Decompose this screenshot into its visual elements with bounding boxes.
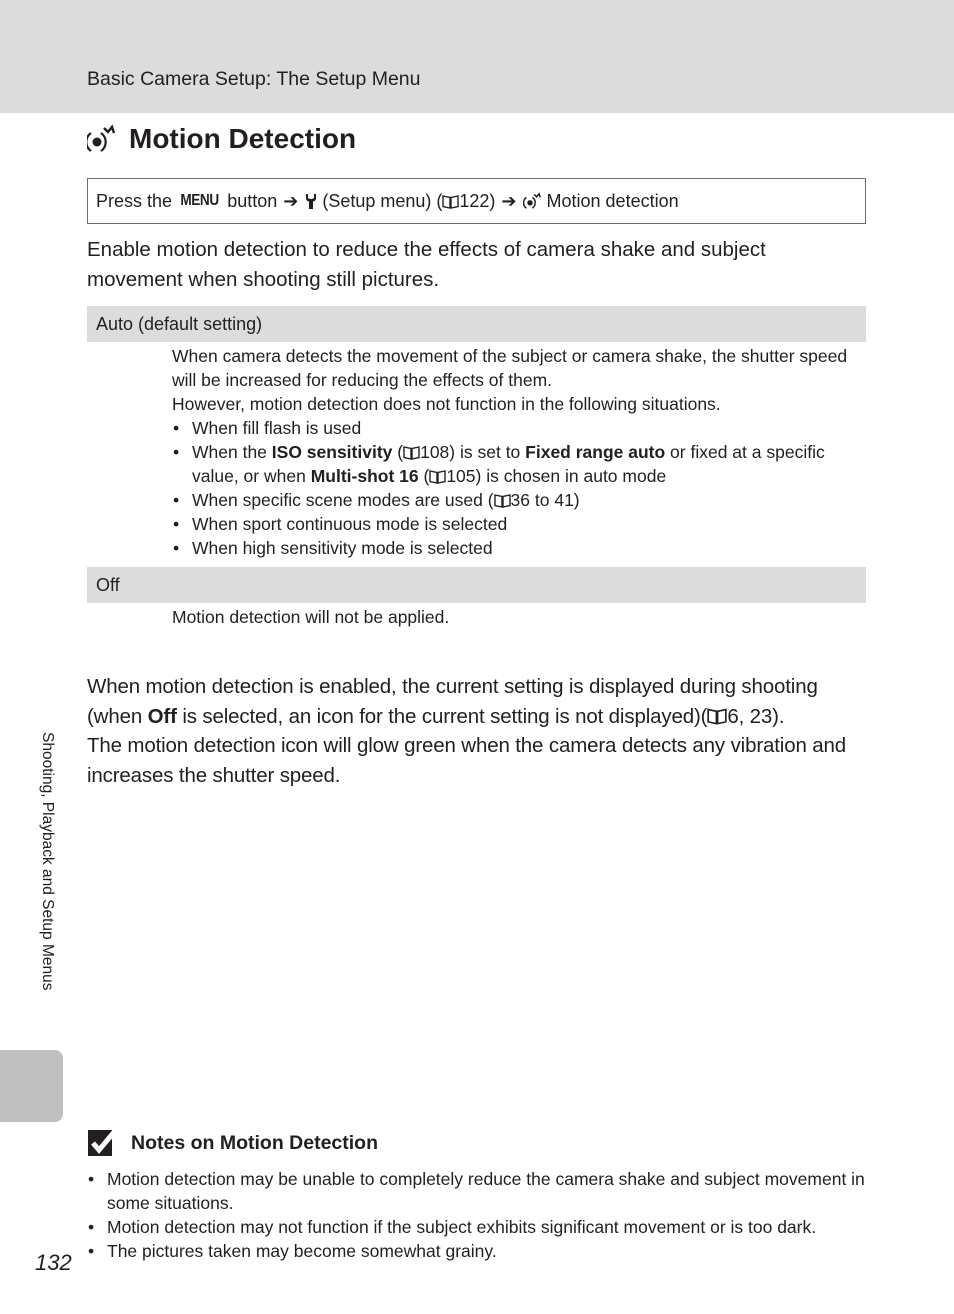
- bullet-text: When sport continuous mode is selected: [192, 514, 508, 534]
- chapter-tab: [0, 1050, 63, 1122]
- checkmark-note-icon: [87, 1128, 117, 1158]
- bullet-text: 105) is chosen in auto mode: [446, 466, 667, 486]
- page-reference-icon: [707, 707, 727, 725]
- list-item: [172, 536, 862, 560]
- bullet-text: (: [418, 466, 430, 486]
- motion-detection-icon: [87, 124, 117, 154]
- auto-desc-1: When camera detects the movement of the subject or camera shake, the shutter speed will be increased for reducing the effects of them.: [172, 346, 848, 390]
- fixed-range-auto-term: Fixed range auto: [525, 442, 666, 462]
- arrow-icon: ➔: [283, 190, 299, 211]
- nav-press-the: Press the: [96, 190, 173, 211]
- section-title: Basic Camera Setup: The Setup Menu: [87, 68, 421, 90]
- option-off-description: [172, 605, 862, 629]
- nav-setup-page: 122): [459, 190, 496, 211]
- option-auto-header: [87, 306, 866, 342]
- auto-desc-2: However, motion detection does not function in the following situations.: [172, 394, 721, 414]
- notes-list: [87, 1167, 872, 1263]
- bullet-text: or fixed at a specific value, or when: [192, 442, 825, 486]
- nav-button-word: button: [227, 190, 278, 211]
- bullet-text: When high sensitivity mode is selected: [192, 538, 493, 558]
- iso-sensitivity-term: ISO sensitivity: [271, 442, 393, 462]
- option-auto-description: [172, 344, 862, 560]
- bullet-text: When the: [192, 442, 272, 462]
- list-item: [172, 416, 862, 440]
- bullet-text: When specific scene modes are used (: [192, 490, 494, 510]
- bullet-text: When fill flash is used: [192, 418, 362, 438]
- body-text: The motion detection icon will glow green when the camera detects any vibration and increases the shutter speed.: [87, 734, 847, 787]
- off-desc: Motion detection will not be applied.: [172, 607, 450, 627]
- auto-exceptions-list: [172, 416, 862, 560]
- arrow-icon: ➔: [501, 190, 517, 211]
- option-off-header: [87, 567, 866, 603]
- body-text: When motion detection is enabled, the current setting is displayed during shooting (when: [87, 675, 818, 728]
- setup-wrench-icon: [304, 192, 318, 210]
- menu-button-label: MENU: [180, 192, 219, 209]
- list-item: • The pictures taken may become somewhat grainy.: [87, 1239, 872, 1263]
- bullet-text: 108) is set to: [420, 442, 526, 462]
- title-text: Motion Detection: [129, 123, 357, 154]
- body-paragraph: [87, 672, 872, 790]
- page-reference-icon: [494, 493, 511, 508]
- off-term: Off: [147, 704, 177, 728]
- page-reference-icon: [429, 469, 446, 484]
- notes-title: Notes on Motion Detection: [131, 1131, 378, 1154]
- option-auto-label: Auto (default setting): [96, 313, 263, 334]
- body-text: is selected, an icon for the current setting is not displayed)(: [176, 704, 708, 728]
- nav-setup-menu: (Setup menu) (: [322, 190, 443, 211]
- menu-navigation-path: [87, 178, 866, 224]
- list-item: [172, 512, 862, 536]
- list-item: • Motion detection may not function if the subject exhibits significant movement or is too dark.: [87, 1215, 872, 1239]
- intro-paragraph: Enable motion detection to reduce the effects of camera shake and subject movement when shooting still pictures.: [87, 238, 766, 291]
- list-item: • Motion detection may be unable to completely reduce the camera shake and subject movement in some situations.: [87, 1167, 872, 1215]
- notes-header: [87, 1128, 378, 1158]
- bullet-text: (: [392, 442, 404, 462]
- multi-shot-term: Multi-shot 16: [310, 466, 419, 486]
- page-number: 132: [35, 1250, 72, 1275]
- list-item: [172, 440, 862, 488]
- body-text: 6, 23).: [727, 704, 785, 728]
- side-section-label: Shooting, Playback and Setup Menus: [39, 732, 56, 991]
- page-reference-icon: [403, 445, 420, 460]
- page-reference-icon: [442, 194, 459, 209]
- nav-motion-detection: Motion detection: [546, 190, 679, 211]
- page-title: [87, 123, 356, 155]
- list-item: [172, 488, 862, 512]
- option-off-label: Off: [96, 574, 120, 595]
- motion-detection-icon: [523, 192, 543, 210]
- header-band: [0, 0, 954, 113]
- bullet-text: 36 to 41): [510, 490, 580, 510]
